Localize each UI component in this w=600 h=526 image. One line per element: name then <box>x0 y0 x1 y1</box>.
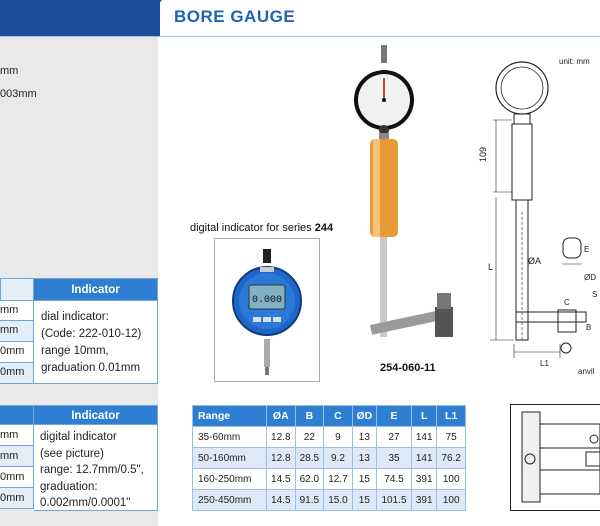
table-cell: 15.0 <box>324 490 353 511</box>
column-header: ØD <box>352 406 376 427</box>
table-cell: 28.5 <box>295 448 324 469</box>
range-column <box>0 300 34 384</box>
table-cell: 100 <box>437 469 466 490</box>
table-cell: 35 <box>376 448 411 469</box>
table-header: Indicator <box>34 405 158 425</box>
table-cell: 391 <box>412 469 437 490</box>
table-cell <box>1 279 34 301</box>
dim-label: S <box>592 290 598 299</box>
dim-label: B <box>586 323 592 332</box>
lcd-display: 0.000 <box>251 295 283 306</box>
indicator-description-cell <box>34 300 158 384</box>
caption-text: digital indicator for series <box>190 222 315 234</box>
table-header: Indicator <box>34 279 158 301</box>
dim-label: L <box>488 262 494 272</box>
dim-label: L1 <box>540 359 549 368</box>
table-row <box>193 448 466 469</box>
table-cell: 141 <box>412 448 437 469</box>
section-drawing <box>510 404 600 512</box>
table-cell: 101.5 <box>376 490 411 511</box>
table-row <box>193 469 466 490</box>
table-cell: mm <box>0 425 34 446</box>
table-cell: 391 <box>412 490 437 511</box>
indicator-text: graduation: <box>40 480 98 493</box>
range-column <box>0 425 34 509</box>
table-cell: 141 <box>412 427 437 448</box>
table-cell: 91.5 <box>295 490 324 511</box>
table-cell: 12.8 <box>267 448 296 469</box>
digital-indicator-caption <box>190 222 333 234</box>
table-cell: 9.2 <box>324 448 353 469</box>
table-cell: 13 <box>352 427 376 448</box>
table-cell: 0mm <box>0 467 34 488</box>
indicator-text: digital indicator <box>40 431 117 443</box>
table-cell: 75 <box>437 427 466 448</box>
column-header: Range <box>193 406 267 427</box>
indicator-text: dial indicator: <box>41 311 109 323</box>
indicator-text: range: 12.7mm/0.5", <box>40 464 144 476</box>
table-cell: mm <box>0 300 34 321</box>
table-cell: 14.5 <box>267 469 296 490</box>
table-cell: 160-250mm <box>193 469 267 490</box>
table-cell: 35-60mm <box>193 427 267 448</box>
table-cell: mm <box>0 446 34 467</box>
table-cell: 9 <box>324 427 353 448</box>
table-cell: 15 <box>352 469 376 490</box>
table-cell: 13 <box>352 448 376 469</box>
table-cell: 0mm <box>0 363 34 384</box>
table-cell: 250-450mm <box>193 490 267 511</box>
table-header-blank <box>0 405 34 425</box>
table-cell: 74.5 <box>376 469 411 490</box>
indicator-description-cell <box>34 425 158 511</box>
table-cell: 0mm <box>0 488 34 509</box>
page-title: BORE GAUGE <box>174 7 296 26</box>
table-cell: 0mm <box>0 342 34 363</box>
table-cell: 14.5 <box>267 490 296 511</box>
indicator-text: 0.002mm/0.0001" <box>40 497 131 509</box>
column-header: L <box>412 406 437 427</box>
bore-gauge-image <box>340 45 470 355</box>
indicator-text: (Code: 222-010-12) <box>41 328 142 340</box>
table-cell: 50-160mm <box>193 448 267 469</box>
table-cell: 12.8 <box>267 427 296 448</box>
dim-label: ØD <box>584 273 596 282</box>
product-code: 254-060-11 <box>380 362 436 374</box>
column-header: L1 <box>437 406 466 427</box>
table-cell: 100 <box>437 490 466 511</box>
dim-label: 109 <box>478 146 488 162</box>
table-cell: 27 <box>376 427 411 448</box>
indicator-text: range 10mm, <box>41 345 109 357</box>
header-accent-notch <box>128 0 162 37</box>
unit-label: unit: mm <box>559 57 590 66</box>
table-cell: 22 <box>295 427 324 448</box>
table-cell: 15 <box>352 490 376 511</box>
indicator-text: (see picture) <box>40 447 104 460</box>
dim-label: C <box>564 298 570 307</box>
spec-line: mm <box>0 65 19 77</box>
technical-drawing <box>478 52 600 378</box>
column-header: E <box>376 406 411 427</box>
caption-series: 244 <box>314 222 334 234</box>
column-header: C <box>324 406 353 427</box>
specification-table <box>192 405 466 511</box>
dim-label: E <box>584 245 590 254</box>
spec-line: 003mm <box>0 88 37 100</box>
dim-label: ØA <box>528 256 542 266</box>
digital-indicator-image <box>215 239 319 381</box>
indicator-table-1 <box>0 278 158 301</box>
digital-indicator-frame <box>214 238 320 382</box>
column-header: ØA <box>267 406 296 427</box>
indicator-text: graduation 0.01mm <box>41 362 141 374</box>
table-cell: 76.2 <box>437 448 466 469</box>
table-cell: 62.0 <box>295 469 324 490</box>
column-header: B <box>295 406 324 427</box>
table-cell: 12.7 <box>324 469 353 490</box>
table-row <box>193 490 466 511</box>
dim-label: anvil <box>578 367 595 376</box>
table-cell: mm <box>0 321 34 342</box>
table-row <box>193 427 466 448</box>
